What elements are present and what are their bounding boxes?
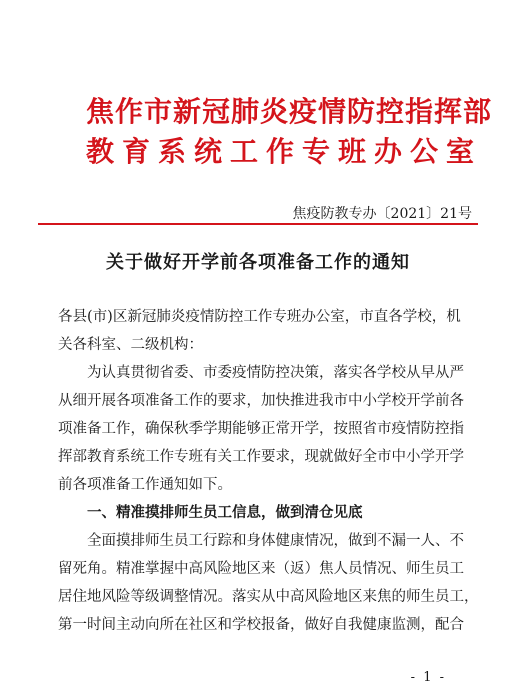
- addressee: [58, 303, 478, 359]
- paragraph-line: 留死角。精准掌握中高风险地区来（返）焦人员情况、师生员工: [58, 561, 464, 577]
- addressee-line: 各县(市)区新冠肺炎疫情防控工作专班办公室，市直各学校，机: [58, 309, 461, 325]
- paragraph-line: 为认真贯彻省委、市委疫情防控决策，落实各学校从早从严: [87, 365, 464, 381]
- header-line-1: 焦作市新冠肺炎疫情防控指挥部: [86, 95, 493, 128]
- paragraph-line: 第一时间主动向所在社区和学校报备，做好自我健康监测，配合: [58, 617, 464, 633]
- page-number: - 1 -: [410, 670, 446, 685]
- paragraph-line: 全面摸排师生员工行踪和身体健康情况，做到不漏一人、不: [87, 533, 464, 549]
- paragraph-line: 前各项准备工作通知如下。: [58, 477, 232, 493]
- paragraph-line: 挥部教育系统工作专班有关工作要求，现就做好全市中小学开学: [58, 449, 464, 465]
- document-number: 焦疫防教专办〔2021〕21号: [292, 206, 472, 222]
- red-divider: [38, 223, 478, 225]
- paragraph-line: 从细开展各项准备工作的要求，加快推进我市中小学校开学前各: [58, 393, 464, 409]
- intro-paragraph: [58, 359, 478, 499]
- notice-title: 关于做好开学前各项准备工作的通知: [106, 252, 410, 273]
- paragraph-line: 项准备工作，确保秋季学期能够正常开学，按照省市疫情防控指: [58, 421, 464, 437]
- paragraph-line: 居住地风险等级调整情况。落实从中高风险地区来焦的师生员工，: [58, 589, 479, 605]
- document-body: [58, 303, 478, 639]
- section-heading: 一、精准摸排师生员工信息，做到清仓见底: [87, 505, 363, 521]
- addressee-line: 关各科室、二级机构：: [58, 337, 203, 353]
- header-line-2: 教育系统工作专班办公室: [86, 135, 483, 168]
- section-1: [58, 499, 478, 639]
